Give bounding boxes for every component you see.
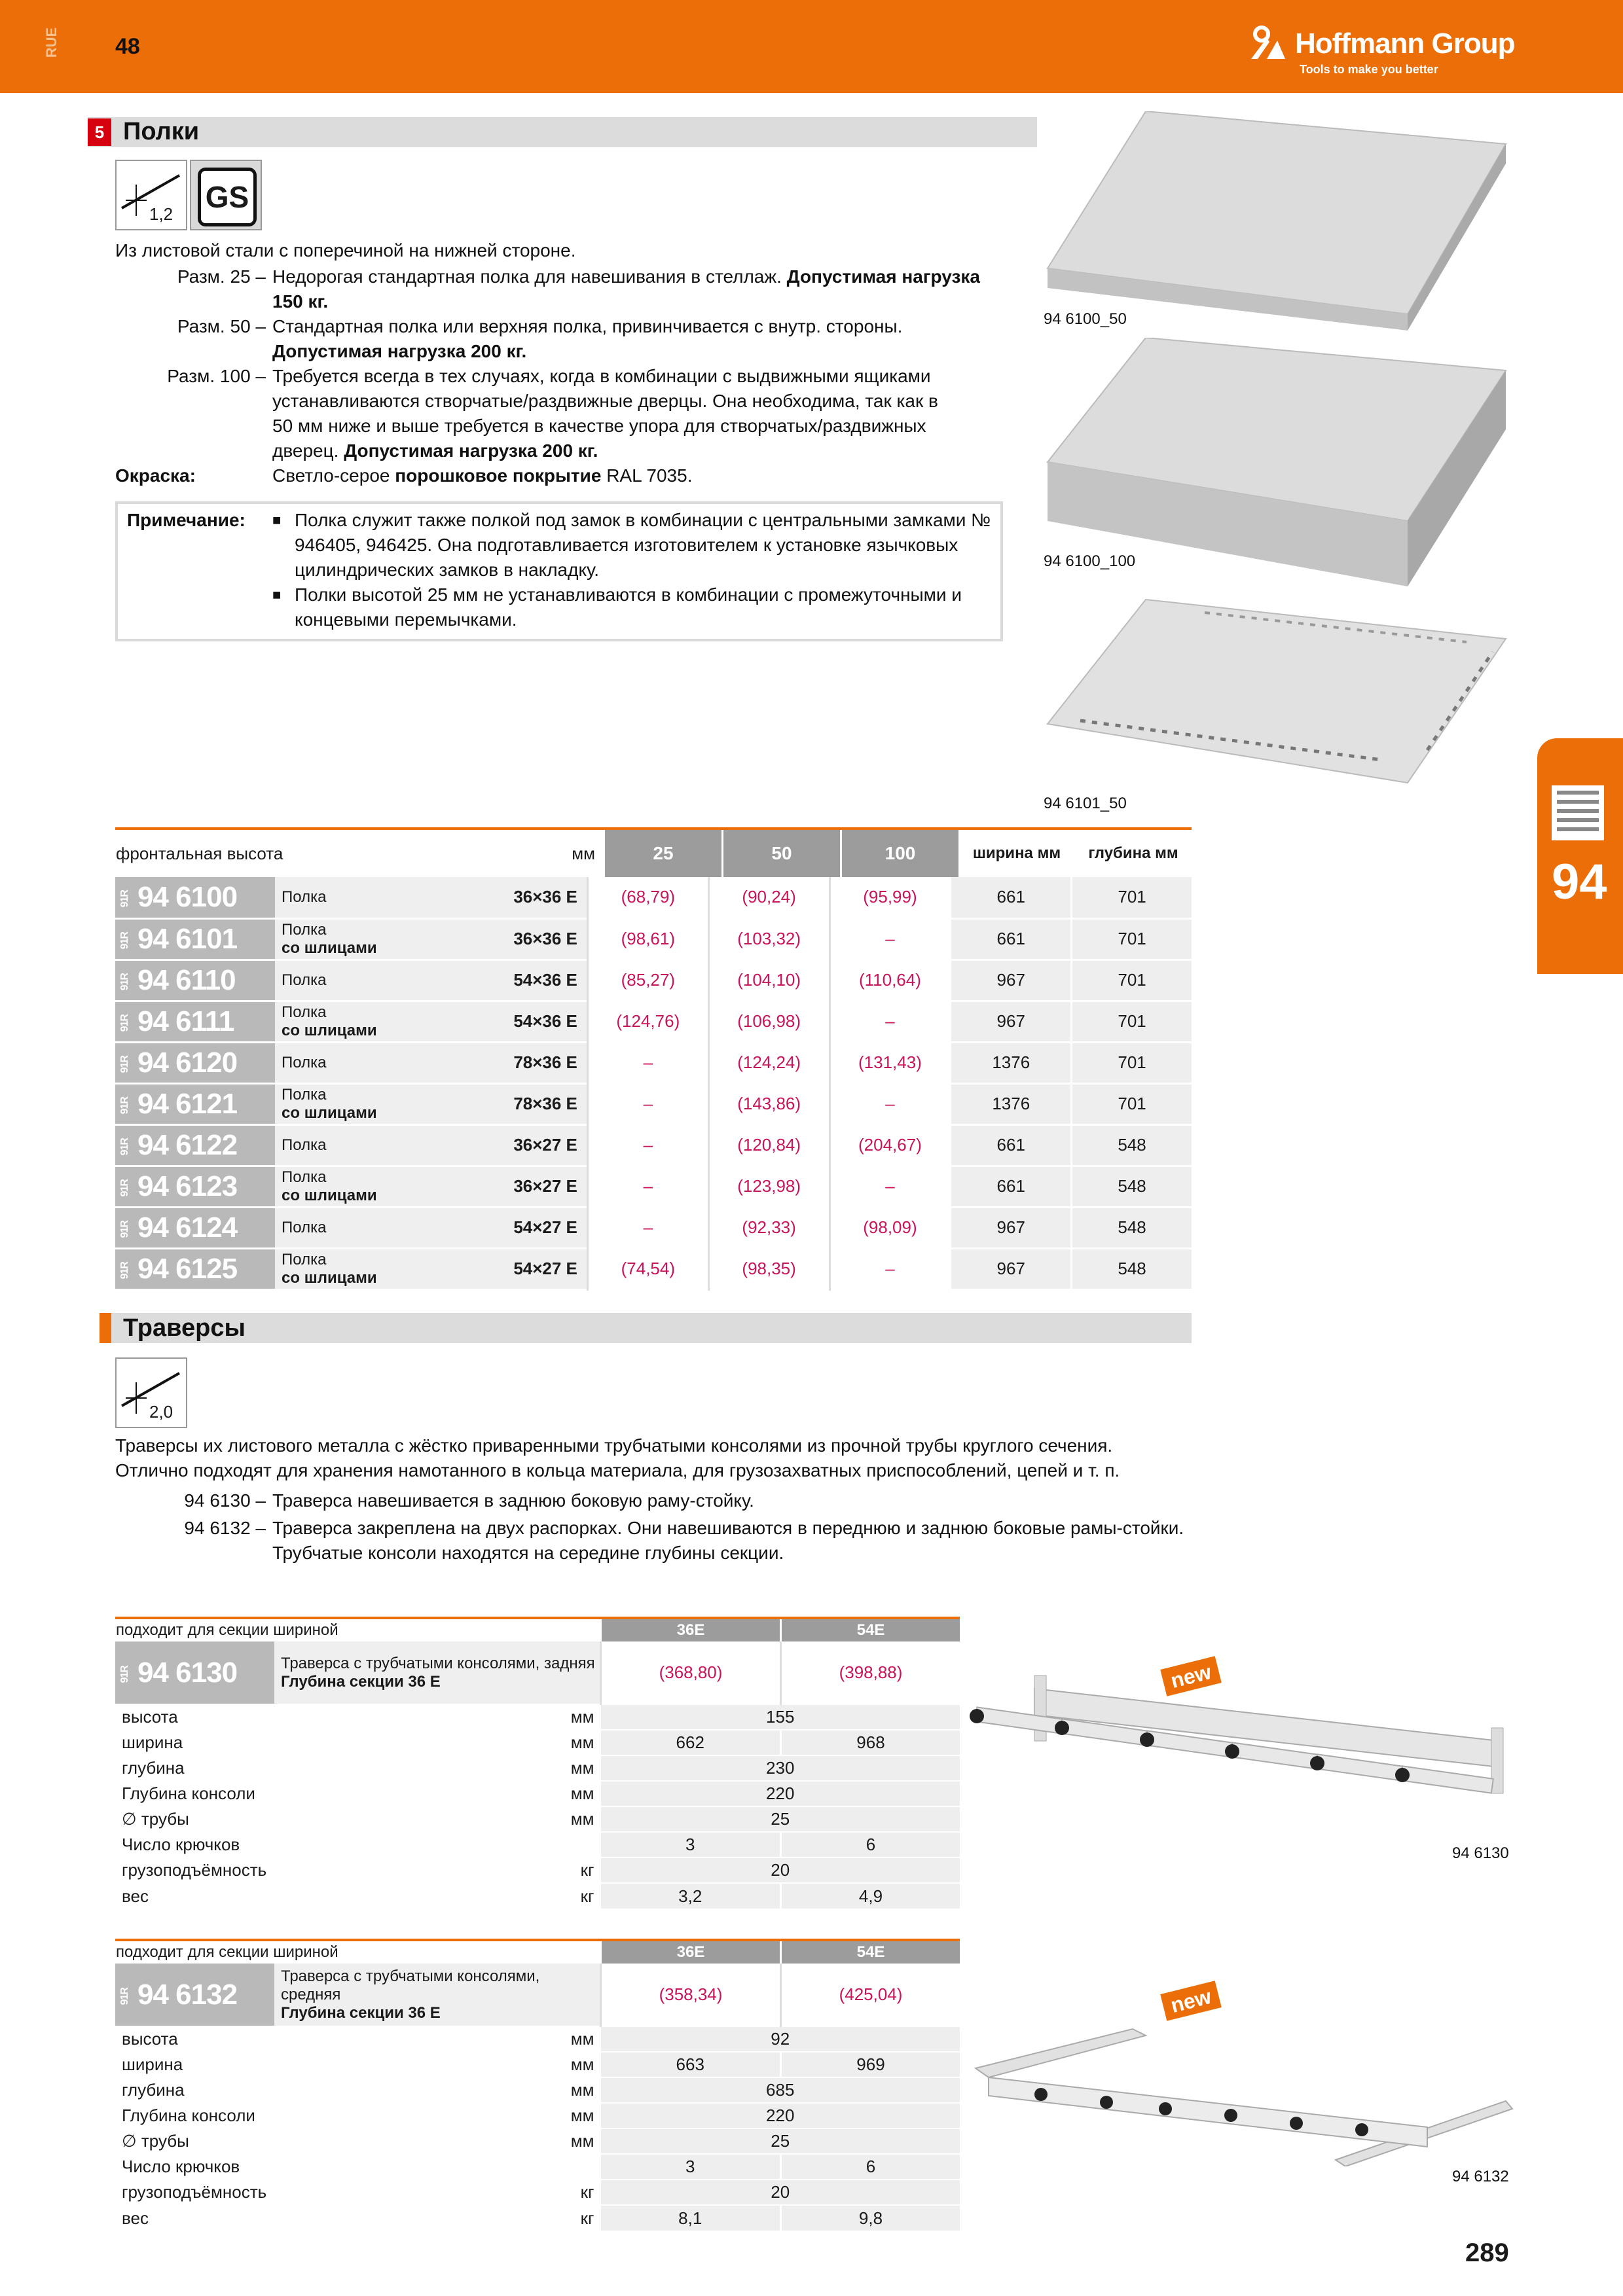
- height-head: 25: [604, 829, 723, 877]
- spec-label: грузоподъёмность: [122, 1860, 267, 1880]
- intro-line: Отлично подходят для хранения намотанного в кольца материала, для грузозахватных приспособлений, цепей и т. п.: [115, 1460, 1120, 1480]
- traverse-table: [115, 1939, 960, 2231]
- product-name-detail: со шлицами: [282, 1186, 377, 1204]
- spec-row: [115, 2128, 960, 2154]
- item-label: 94 6132 –: [184, 1518, 266, 1538]
- table-row: [115, 1248, 1192, 1289]
- col-head: 54E: [781, 1940, 960, 1964]
- width-value: 967: [951, 1207, 1072, 1248]
- note-label: Примечание:: [127, 510, 246, 530]
- brand-tagline: Tools to make you better: [1300, 63, 1438, 76]
- table-row: [115, 918, 1192, 960]
- price-36e: (358,34): [601, 1964, 781, 2026]
- side-code: 91R: [119, 889, 130, 908]
- traverse-item: [115, 1488, 1425, 1513]
- side-code: 91R: [119, 1014, 130, 1032]
- side-tab[interactable]: [1537, 738, 1623, 974]
- spec-row: [115, 2026, 960, 2052]
- product-name-cell: [275, 918, 509, 960]
- price-25: (68,79): [587, 877, 708, 918]
- product-name-detail: со шлицами: [282, 1268, 377, 1287]
- size-list: [115, 264, 1032, 488]
- section-number-badge: 5: [88, 118, 111, 146]
- side-code: 91R: [119, 1096, 130, 1115]
- spec-value: 20: [601, 1857, 960, 1883]
- spec-unit: мм: [570, 2106, 594, 2125]
- width-value: 661: [951, 1124, 1072, 1166]
- spec-row: [115, 1857, 960, 1883]
- depth-value: 548: [1072, 1166, 1192, 1207]
- product-name-cell: [275, 1166, 509, 1207]
- shelf-image: [1041, 593, 1512, 789]
- product-name: Полка: [282, 1053, 327, 1071]
- price-100: –: [830, 1248, 951, 1289]
- size-text: Стандартная полка или верхняя полка, привинчивается с внутр. стороны.: [272, 316, 903, 336]
- footer-page-number: 289: [1465, 2238, 1509, 2267]
- price-100: –: [830, 1166, 951, 1207]
- price-50: (124,24): [708, 1042, 830, 1083]
- price-25: –: [587, 1042, 708, 1083]
- image-caption: 94 6100_50: [1044, 310, 1127, 328]
- section-title: Траверсы: [123, 1314, 246, 1342]
- note-text: Полки высотой 25 мм не устанавливаются в комбинации с промежуточными и концевыми перемычками.: [295, 584, 962, 630]
- article-number[interactable]: 94 6123: [137, 1170, 238, 1202]
- product-name: Полка: [282, 971, 327, 989]
- spec-value: 9,8: [781, 2205, 960, 2231]
- width-value: 967: [951, 960, 1072, 1001]
- product-name-cell: [275, 1124, 509, 1166]
- spec-row: [115, 2205, 960, 2231]
- product-name-cell: [275, 1042, 509, 1083]
- product-name-detail: со шлицами: [282, 939, 377, 957]
- product-name: Полка: [282, 920, 327, 939]
- spec-value: 20: [601, 2179, 960, 2205]
- note-text: Полка служит также полкой под замок в комбинации с центральными замками № 946405, 946425. Она подготавливается изготовителем к установке язычковых цилиндрических замков в накладку.: [295, 510, 991, 580]
- shelf-image: [1041, 111, 1512, 334]
- price-25: (85,27): [587, 960, 708, 1001]
- price-50: (98,35): [708, 1248, 830, 1289]
- side-code: 91R: [119, 1261, 130, 1280]
- article-number[interactable]: 94 6122: [137, 1128, 238, 1161]
- price-100: –: [830, 918, 951, 960]
- language-code: RUE: [43, 27, 60, 58]
- spec-label: вес: [122, 2208, 149, 2228]
- item-text: Траверса навешивается в заднюю боковую раму-стойку.: [272, 1490, 754, 1511]
- price-100: (98,09): [830, 1207, 951, 1248]
- spec-unit: мм: [570, 2054, 594, 2074]
- spec-value: 662: [601, 1730, 781, 1755]
- section-bar: [100, 1313, 1192, 1343]
- spec-unit: кг: [580, 1860, 594, 1880]
- spec-value: 968: [781, 1730, 960, 1755]
- product-name-cell: [275, 960, 509, 1001]
- spec-value: 3: [601, 2154, 781, 2179]
- price-50: (120,84): [708, 1124, 830, 1166]
- item-text: Траверса закреплена на двух распорках. Они навешиваются в переднюю и заднюю боковые рамы-стойки. Трубчатые консоли находятся на середине глубины секции.: [272, 1518, 1184, 1563]
- article-number[interactable]: 94 6125: [137, 1252, 238, 1285]
- section-accent: [100, 1313, 111, 1343]
- spec-unit: мм: [570, 1758, 594, 1778]
- size-code: 78×36 E: [509, 1083, 587, 1124]
- note-item: ■ Полки высотой 25 мм не устанавливаются в комбинации с промежуточными и концевыми перемычками.: [272, 583, 993, 632]
- side-code: 91R: [119, 931, 130, 950]
- price-25: (74,54): [587, 1248, 708, 1289]
- size-label: Разм. 100 –: [167, 366, 266, 386]
- price-100: –: [830, 1083, 951, 1124]
- sheet-thickness-icon: [115, 1357, 187, 1428]
- new-badge: new: [1160, 1656, 1222, 1696]
- size-load: Допустимая нагрузка 150 кг.: [272, 266, 980, 312]
- article-number[interactable]: 94 6124: [137, 1211, 238, 1244]
- spec-label: Число крючков: [122, 2157, 240, 2176]
- width-value: 661: [951, 918, 1072, 960]
- depth-value: 701: [1072, 1042, 1192, 1083]
- spec-label: Глубина консоли: [122, 1784, 255, 1803]
- image-caption: 94 6130: [1452, 1844, 1509, 1862]
- paint-row: [115, 463, 1032, 488]
- spec-value: 6: [781, 1832, 960, 1857]
- price-50: (123,98): [708, 1166, 830, 1207]
- product-name: Полка: [282, 888, 327, 906]
- spec-label: глубина: [122, 1758, 185, 1778]
- sheet-thickness-icon: [115, 160, 187, 230]
- product-name: Полка: [282, 1003, 327, 1021]
- size-item: [115, 264, 1032, 314]
- paint-ral: RAL 7035.: [606, 465, 693, 486]
- spec-value: 3: [601, 1832, 781, 1857]
- table-row: [115, 960, 1192, 1001]
- size-load: Допустимая нагрузка 200 кг.: [344, 440, 598, 461]
- spec-label: Число крючков: [122, 1835, 240, 1854]
- spec-unit: мм: [570, 1732, 594, 1752]
- spec-row: [115, 1730, 960, 1755]
- traverse-image: [969, 2022, 1519, 2166]
- product-name-cell: [275, 1248, 509, 1289]
- side-code: 91R: [119, 1220, 130, 1238]
- price-100: –: [830, 1001, 951, 1042]
- spec-row: [115, 1755, 960, 1781]
- spec-unit: мм: [570, 1707, 594, 1727]
- size-label: Разм. 25 –: [177, 266, 266, 287]
- width-value: 661: [951, 1166, 1072, 1207]
- head-label: подходит для секции шириной: [116, 1943, 338, 1961]
- paint-coating: порошковое покрытие: [395, 465, 602, 486]
- product-name-detail: со шлицами: [282, 1021, 377, 1039]
- spec-row: [115, 2103, 960, 2128]
- thickness-value: 1,2: [149, 204, 173, 224]
- spec-value: 969: [781, 2052, 960, 2077]
- table-row: [115, 1001, 1192, 1042]
- price-100: (204,67): [830, 1124, 951, 1166]
- table-row: [115, 1042, 1192, 1083]
- size-label: Разм. 50 –: [177, 316, 266, 336]
- spec-unit: мм: [570, 2080, 594, 2100]
- article-number[interactable]: 94 6120: [137, 1046, 238, 1079]
- spec-label: ширина: [122, 2054, 183, 2074]
- spec-value: 685: [601, 2077, 960, 2103]
- col-head: 36E: [601, 1618, 781, 1641]
- price-50: (104,10): [708, 960, 830, 1001]
- traverse-table: [115, 1617, 960, 1909]
- price-25: –: [587, 1124, 708, 1166]
- spec-row: [115, 2154, 960, 2179]
- gs-cert-icon: [190, 160, 262, 230]
- size-load: Допустимая нагрузка 200 кг.: [272, 341, 527, 361]
- spec-row: [115, 2077, 960, 2103]
- width-value: 967: [951, 1001, 1072, 1042]
- spec-unit: мм: [570, 2029, 594, 2049]
- product-name-cell: [275, 1001, 509, 1042]
- depth-value: 548: [1072, 1207, 1192, 1248]
- spec-label: Глубина консоли: [122, 2106, 255, 2125]
- brand-name: Hoffmann Group: [1295, 27, 1515, 60]
- depth-head: глубина мм: [1088, 844, 1178, 862]
- article-number[interactable]: 94 6130: [137, 1656, 238, 1689]
- spec-value: 8,1: [601, 2205, 781, 2231]
- spec-value: 4,9: [781, 1883, 960, 1909]
- depth-value: 701: [1072, 877, 1192, 918]
- col-label: фронтальная высота: [116, 843, 283, 863]
- spec-label: ∅ трубы: [122, 1809, 189, 1829]
- image-caption: 94 6132: [1452, 2168, 1509, 2185]
- depth-value: 701: [1072, 918, 1192, 960]
- spec-unit: кг: [580, 1886, 594, 1906]
- side-tab-number: 94: [1552, 854, 1607, 910]
- item-desc: Траверса с трубчатыми консолями, средняя: [281, 1967, 540, 2003]
- size-code: 36×36 E: [509, 877, 587, 918]
- size-code: 78×36 E: [509, 1042, 587, 1083]
- product-name: Полка: [282, 1085, 327, 1103]
- spec-value: 663: [601, 2052, 781, 2077]
- depth-value: 548: [1072, 1124, 1192, 1166]
- spec-value: 220: [601, 1781, 960, 1806]
- shelving-icon: [1552, 785, 1604, 840]
- spec-label: грузоподъёмность: [122, 2182, 267, 2202]
- side-code: 91R: [119, 1138, 130, 1156]
- spec-value: 6: [781, 2154, 960, 2179]
- spec-value: 220: [601, 2103, 960, 2128]
- shelves-intro: Из листовой стали с поперечиной на нижней стороне.: [115, 240, 576, 260]
- size-code: 36×27 E: [509, 1166, 587, 1207]
- spec-row: [115, 1832, 960, 1857]
- spec-unit: кг: [580, 2208, 594, 2228]
- paint-text: Светло-серое: [272, 465, 390, 486]
- spec-row: [115, 1806, 960, 1832]
- price-25: –: [587, 1083, 708, 1124]
- article-number[interactable]: 94 6101: [137, 922, 238, 955]
- spec-unit: мм: [570, 1784, 594, 1803]
- article-number[interactable]: 94 6132: [137, 1978, 238, 2011]
- spec-value: 155: [601, 1704, 960, 1730]
- size-code: 36×27 E: [509, 1124, 587, 1166]
- table-row: [115, 1083, 1192, 1124]
- side-code: 91R: [119, 1987, 130, 2005]
- width-head: ширина мм: [972, 844, 1061, 862]
- depth-value: 701: [1072, 960, 1192, 1001]
- depth-value: 701: [1072, 1083, 1192, 1124]
- size-code: 54×27 E: [509, 1248, 587, 1289]
- table-row: [115, 1124, 1192, 1166]
- new-badge: new: [1160, 1981, 1222, 2021]
- width-value: 1376: [951, 1083, 1072, 1124]
- product-name: Полка: [282, 1250, 327, 1268]
- product-name: Полка: [282, 1218, 327, 1236]
- spec-unit: мм: [570, 2131, 594, 2151]
- size-code: 36×36 E: [509, 918, 587, 960]
- spec-unit: [274, 1832, 601, 1857]
- price-50: (90,24): [708, 877, 830, 918]
- size-code: 54×27 E: [509, 1207, 587, 1248]
- height-head: 50: [723, 829, 841, 877]
- article-number[interactable]: 94 6100: [137, 880, 238, 913]
- paint-label: Окраска:: [115, 465, 196, 486]
- size-text: Требуется всегда в тех случаях, когда в комбинации с выдвижными ящиками устанавливаются створчатые/раздвижные дверцы. Она необходима, так как в 50 мм ниже и выше требуется в качестве упора для створчатых/раздвижных дверец.: [272, 366, 938, 461]
- price-50: (106,98): [708, 1001, 830, 1042]
- product-name-cell: [275, 1207, 509, 1248]
- spec-row: [115, 1781, 960, 1806]
- spec-label: высота: [122, 1707, 178, 1727]
- unit-label: мм: [572, 843, 595, 863]
- item-depth: Глубина секции 36 E: [281, 2003, 441, 2022]
- spec-unit: [274, 2154, 601, 2179]
- product-name-cell: [275, 1083, 509, 1124]
- size-code: 54×36 E: [509, 960, 587, 1001]
- product-name: Полка: [282, 1136, 327, 1154]
- image-caption: 94 6100_100: [1044, 552, 1136, 570]
- thickness-value: 2,0: [149, 1402, 173, 1422]
- gs-cert-label: GS: [198, 168, 257, 226]
- spec-label: вес: [122, 1886, 149, 1906]
- spec-label: ∅ трубы: [122, 2131, 189, 2151]
- image-caption: 94 6101_50: [1044, 795, 1127, 812]
- item-depth: Глубина секции 36 E: [281, 1672, 441, 1691]
- table-row: [115, 1207, 1192, 1248]
- spec-row: [115, 1883, 960, 1909]
- spec-row: [115, 2052, 960, 2077]
- note-item: ■ Полка служит также полкой под замок в комбинации с центральными замками № 946405, 946425. Она подготавливается изготовителем к установке язычковых цилиндрических замков в накладку.: [272, 508, 993, 583]
- spec-value: 92: [601, 2026, 960, 2052]
- side-code: 91R: [119, 1179, 130, 1197]
- side-code: 91R: [119, 1665, 130, 1683]
- section-title: Полки: [123, 118, 200, 145]
- spec-row: [115, 2179, 960, 2205]
- price-25: –: [587, 1207, 708, 1248]
- spec-label: высота: [122, 2029, 178, 2049]
- depth-value: 548: [1072, 1248, 1192, 1289]
- price-54e: (398,88): [781, 1641, 960, 1704]
- depth-value: 701: [1072, 1001, 1192, 1042]
- note-list: [272, 508, 993, 632]
- width-value: 967: [951, 1248, 1072, 1289]
- width-value: 1376: [951, 1042, 1072, 1083]
- size-item: [115, 364, 1032, 463]
- side-code: 91R: [119, 973, 130, 991]
- spec-row: [115, 1704, 960, 1730]
- traverse-image: [962, 1656, 1519, 1852]
- spec-unit: кг: [580, 2182, 594, 2202]
- left-page-number: 48: [115, 34, 140, 59]
- spec-value: 3,2: [601, 1883, 781, 1909]
- item-desc: Траверса с трубчатыми консолями, задняя: [281, 1654, 595, 1672]
- height-head: 100: [841, 829, 959, 877]
- size-code: 54×36 E: [509, 1001, 587, 1042]
- col-head: 36E: [601, 1940, 781, 1964]
- item-label: 94 6130 –: [184, 1490, 266, 1511]
- size-item: [115, 314, 1032, 364]
- table-row: [115, 1166, 1192, 1207]
- product-name-detail: со шлицами: [282, 1103, 377, 1122]
- section-bar: [88, 117, 1037, 147]
- table-row: [115, 877, 1192, 918]
- price-54e: (425,04): [781, 1964, 960, 2026]
- price-25: (98,61): [587, 918, 708, 960]
- head-label: подходит для секции шириной: [116, 1621, 338, 1639]
- price-100: (95,99): [830, 877, 951, 918]
- price-36e: (368,80): [601, 1641, 781, 1704]
- intro-line: Траверсы их листового металла с жёстко приваренными трубчатыми консолями из прочной трубы круглого сечения.: [115, 1435, 1113, 1456]
- width-value: 661: [951, 877, 1072, 918]
- price-50: (103,32): [708, 918, 830, 960]
- price-100: (131,43): [830, 1042, 951, 1083]
- price-100: (110,64): [830, 960, 951, 1001]
- size-text: Недорогая стандартная полка для навешивания в стеллаж.: [272, 266, 782, 287]
- product-name-cell: [275, 877, 509, 918]
- spec-label: ширина: [122, 1732, 183, 1752]
- side-code: 91R: [119, 1055, 130, 1073]
- article-number[interactable]: 94 6110: [137, 963, 236, 996]
- spec-label: глубина: [122, 2080, 185, 2100]
- shelves-table: [115, 827, 1192, 1291]
- spec-value: 230: [601, 1755, 960, 1781]
- spec-unit: мм: [570, 1809, 594, 1829]
- article-number[interactable]: 94 6121: [137, 1087, 238, 1120]
- brand-logo-icon: [1247, 25, 1288, 62]
- spec-value: 25: [601, 2128, 960, 2154]
- price-25: (124,76): [587, 1001, 708, 1042]
- note-box: [115, 501, 1003, 641]
- price-25: –: [587, 1166, 708, 1207]
- article-number[interactable]: 94 6111: [137, 1005, 234, 1037]
- traverse-item: [115, 1516, 1425, 1566]
- traverses-intro: [115, 1433, 1425, 1566]
- price-50: (143,86): [708, 1083, 830, 1124]
- price-50: (92,33): [708, 1207, 830, 1248]
- spec-value: 25: [601, 1806, 960, 1832]
- col-head: 54E: [781, 1618, 960, 1641]
- product-name: Полка: [282, 1168, 327, 1186]
